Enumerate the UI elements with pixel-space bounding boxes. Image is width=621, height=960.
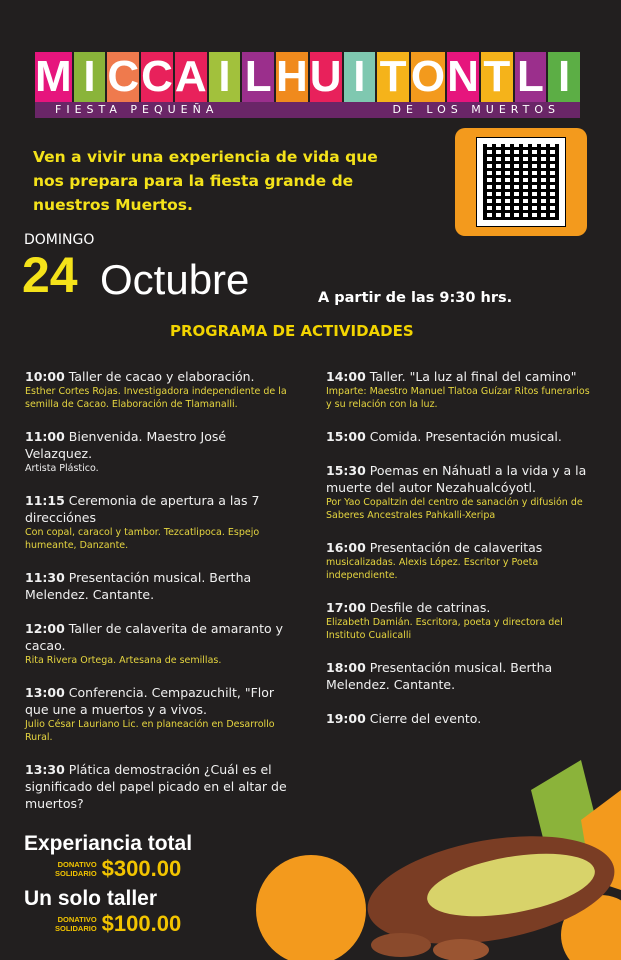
price-total	[24, 832, 192, 882]
schedule-item	[25, 428, 297, 475]
cacao-marigold-illustration	[251, 760, 621, 960]
logo-letter: I	[344, 52, 376, 102]
item-title: Taller de cacao y elaboración.	[68, 369, 255, 384]
item-title: Comida. Presentación musical.	[369, 429, 562, 444]
price-label: SOLIDARIO	[55, 924, 97, 933]
item-title: Taller de calaverita de amaranto y cacao.	[25, 621, 283, 653]
item-time: 18:00	[326, 660, 366, 675]
day-number: 24	[22, 247, 78, 303]
item-main	[326, 428, 598, 445]
logo-letter: C	[107, 52, 140, 101]
item-detail: Imparte: Maestro Manuel Tlatoa Guízar Ritos funerarios y su relación con la luz.	[326, 386, 590, 410]
item-time: 19:00	[326, 711, 366, 726]
price-amount: $300.00	[101, 856, 182, 881]
item-time: 14:00	[326, 369, 366, 384]
item-title: Presentación de calaveritas	[369, 540, 543, 555]
marigold-icon	[256, 855, 366, 960]
logo-letter: I	[209, 52, 241, 102]
item-time: 11:30	[25, 570, 65, 585]
item-time: 11:15	[25, 493, 65, 508]
item-main	[25, 492, 297, 526]
logo-letter: C	[141, 52, 173, 101]
cacao-bean-icon	[433, 939, 489, 960]
item-main	[326, 659, 598, 693]
item-title: Desfile de catrinas.	[369, 600, 491, 615]
subtitle-left: FIESTA PEQUEÑA	[55, 103, 219, 116]
item-detail: musicalizadas. Alexis López. Escritor y Poeta independiente.	[326, 557, 539, 581]
item-title: Ceremonia de apertura a las 7 direcciónes	[25, 493, 260, 525]
item-main	[326, 710, 598, 727]
schedule-item	[326, 368, 598, 411]
schedule-item	[326, 462, 598, 522]
item-main	[326, 368, 598, 385]
item-time: 15:30	[326, 463, 366, 478]
intro-text: Ven a vivir una experiencia de vida que nos prepara para la fiesta grande de nuestros Muertos.	[33, 148, 378, 214]
item-note: Artista Plástico.	[25, 463, 99, 474]
weekday: DOMINGO	[24, 232, 95, 248]
qr-code-icon	[477, 138, 565, 226]
item-title: Presentación musical. Bertha Melendez. Cantante.	[25, 570, 252, 602]
price-label: SOLIDARIO	[55, 869, 97, 878]
item-main	[25, 368, 297, 385]
item-time: 16:00	[326, 540, 366, 555]
item-main	[326, 539, 598, 556]
item-detail: Rita Rivera Ortega. Artesana de semillas.	[25, 655, 222, 666]
logo-letter: I	[74, 52, 106, 102]
item-main	[326, 599, 598, 616]
price-amount: $100.00	[101, 911, 182, 936]
price-label: DONATIVO	[57, 860, 97, 869]
item-detail: Elizabeth Damián. Escritora, poeta y directora del Instituto Cualicalli	[326, 617, 563, 641]
program-title: PROGRAMA DE ACTIVIDADES	[170, 322, 414, 340]
item-detail: Por Yao Copaltzin del centro de sanación y difusión de Saberes Ancestrales Pahkalli-Xeripa	[326, 497, 583, 521]
item-title: Taller. "La luz al final del camino"	[369, 369, 577, 384]
logo-letter: T	[377, 52, 409, 102]
item-main	[25, 684, 297, 718]
item-title: Bienvenida. Maestro José Velazquez.	[25, 429, 227, 461]
price-label: DONATIVO	[57, 915, 97, 924]
item-detail: Esther Cortes Rojas. Investigadora independiente de la semilla de Cacao. Elaboración de Tlamanalli.	[25, 386, 287, 410]
schedule-item	[326, 428, 598, 445]
item-time: 12:00	[25, 621, 65, 636]
item-main	[25, 569, 297, 603]
item-main	[25, 620, 297, 654]
subtitle-right: DE LOS MUERTOS	[392, 103, 560, 116]
item-time: 13:00	[25, 685, 65, 700]
schedule-item	[326, 599, 598, 642]
item-title: Presentación musical. Bertha Melendez. Cantante.	[326, 660, 553, 692]
item-title: Poemas en Náhuatl a la vida y a la muerte del autor Nezahualcóyotl.	[326, 463, 587, 495]
schedule-item	[326, 710, 598, 727]
logo-letter: L	[242, 52, 274, 102]
item-time: 11:00	[25, 429, 65, 444]
schedule-right	[326, 368, 598, 744]
logo-letter: T	[481, 52, 513, 102]
item-main	[326, 462, 598, 496]
start-time: A partir de las 9:30 hrs.	[318, 290, 513, 306]
schedule-item	[25, 492, 297, 552]
item-title: Conferencia. Cempazuchilt, "Flor que une a muertos y a vivos.	[25, 685, 275, 717]
logo-letter: U	[309, 52, 342, 101]
schedule-item	[25, 684, 297, 744]
logo-subtitle-band	[35, 102, 580, 118]
logo-letter: I	[548, 52, 580, 102]
item-main	[25, 428, 297, 462]
cacao-bean-icon	[371, 933, 431, 957]
item-time: 15:00	[326, 429, 366, 444]
logo-letter: N	[447, 52, 479, 101]
item-detail: Julio César Lauriano Lic. en planeación en Desarrollo Rural.	[25, 719, 275, 743]
schedule-item	[25, 368, 297, 411]
month: Octubre	[100, 256, 250, 303]
price-title: Un solo taller	[24, 887, 158, 910]
price-title: Experiancia total	[24, 832, 193, 855]
logo-letter: L	[515, 52, 547, 102]
schedule-item	[326, 539, 598, 582]
logo-letter: H	[276, 52, 308, 101]
event-logo	[35, 52, 580, 102]
qr-code[interactable]	[455, 128, 587, 236]
item-time: 13:30	[25, 762, 65, 777]
schedule-item	[25, 569, 297, 603]
item-title: Plática demostración ¿Cuál es el significado del papel picado en el altar de muertos?	[25, 762, 287, 811]
item-time: 17:00	[326, 600, 366, 615]
item-title: Cierre del evento.	[369, 711, 482, 726]
price-single	[24, 887, 181, 937]
logo-letter: O	[410, 52, 446, 101]
logo-letter: A	[174, 52, 207, 101]
schedule-item	[326, 659, 598, 693]
logo-letter: M	[35, 52, 72, 101]
schedule-item	[25, 620, 297, 667]
item-time: 10:00	[25, 369, 65, 384]
item-detail: Con copal, caracol y tambor. Tezcatlipoca. Espejo humeante, Danzante.	[25, 527, 260, 551]
